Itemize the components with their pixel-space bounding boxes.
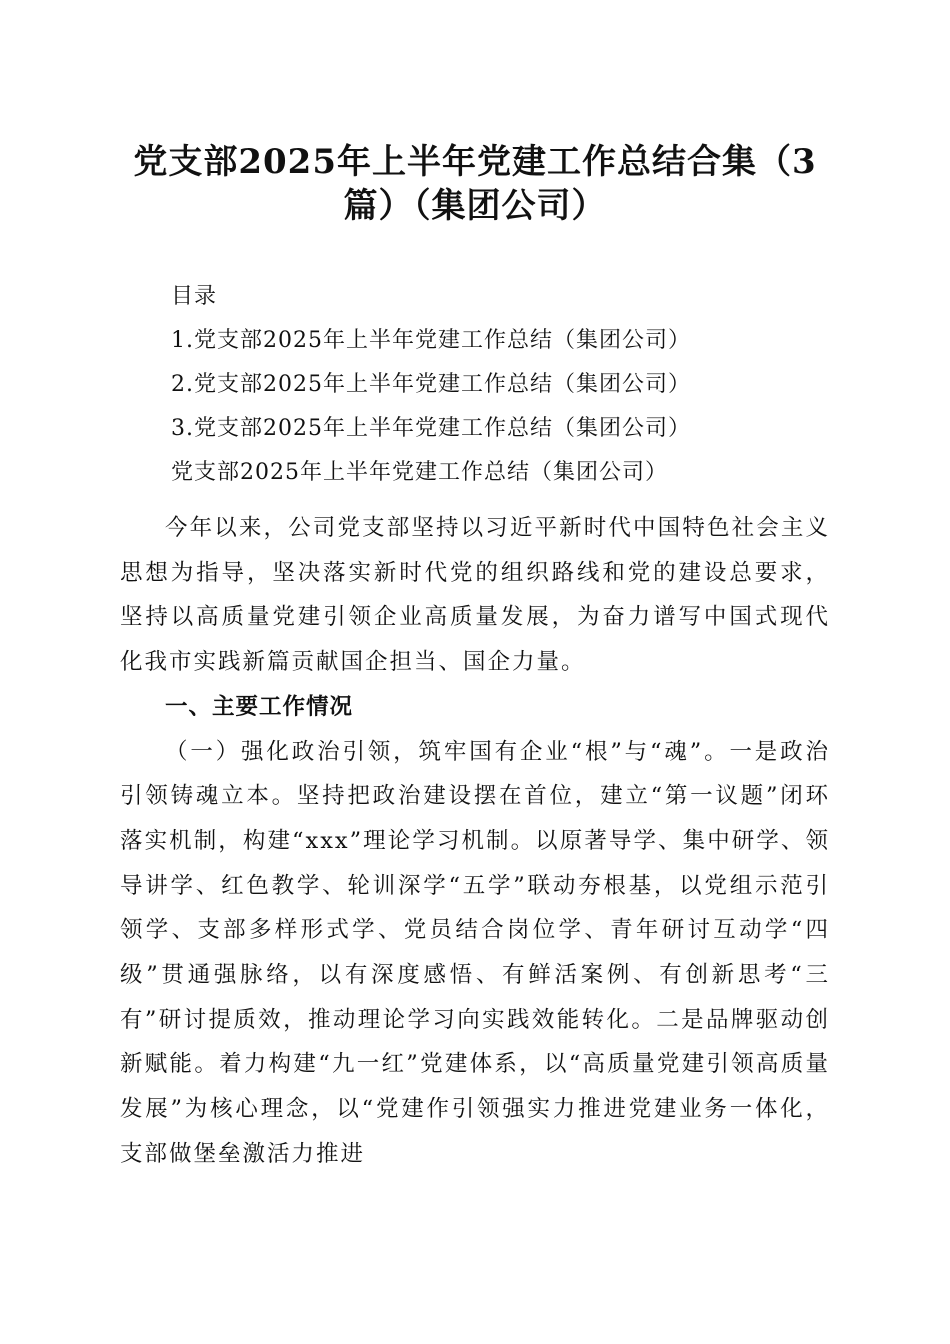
document-title bbox=[100, 140, 850, 228]
toc-item-3[interactable]: 3.党支部2025年上半年党建工作总结（集团公司） bbox=[171, 416, 691, 441]
title-line-1: 党支部2025年上半年党建工作总结合集（3 bbox=[133, 142, 817, 182]
article-body bbox=[120, 506, 830, 1177]
section-heading: 一、主要工作情况 bbox=[165, 693, 354, 720]
toc-item-2[interactable]: 2.党支部2025年上半年党建工作总结（集团公司） bbox=[171, 372, 691, 397]
table-of-contents bbox=[171, 282, 871, 502]
toc-item-1[interactable]: 1.党支部2025年上半年党建工作总结（集团公司） bbox=[171, 328, 691, 353]
article-subtitle: 党支部2025年上半年党建工作总结（集团公司） bbox=[171, 460, 668, 485]
title-line-2: 篇）（集团公司） bbox=[343, 186, 607, 226]
intro-paragraph: 今年以来，公司党支部坚持以习近平新时代中国特色社会主义思想为指导，坚决落实新时代党的组织路线和党的建设总要求，坚持以高质量党建引领企业高质量发展，为奋力谱写中国式现代化我市实践新篇贡献国企担当、国企力量。 bbox=[120, 515, 830, 676]
toc-label: 目录 bbox=[171, 284, 218, 309]
section-paragraph: （一）强化政治引领，筑牢国有企业“根”与“魂”。一是政治引领铸魂立本。坚持把政治建设摆在首位，建立“第一议题”闭环落实机制，构建“xxx”理论学习机制。以原著导学、集中研学、领导讲学、红色教学、轮训深学“五学”联动夯根基，以党组示范引领学、支部多样形式学、党员结合岗位学、青年研讨互动学“四级”贯通强脉络，以有深度感悟、有鲜活案例、有创新思考“三有”研讨提质效，推动理论学习向实践效能转化。二是品牌驱动创新赋能。着力构建“九一红”党建体系，以“高质量党建引领高质量发展”为核心理念，以“党建作引领强实力推进党建业务一体化，支部做堡垒激活力推进 bbox=[120, 738, 830, 1167]
